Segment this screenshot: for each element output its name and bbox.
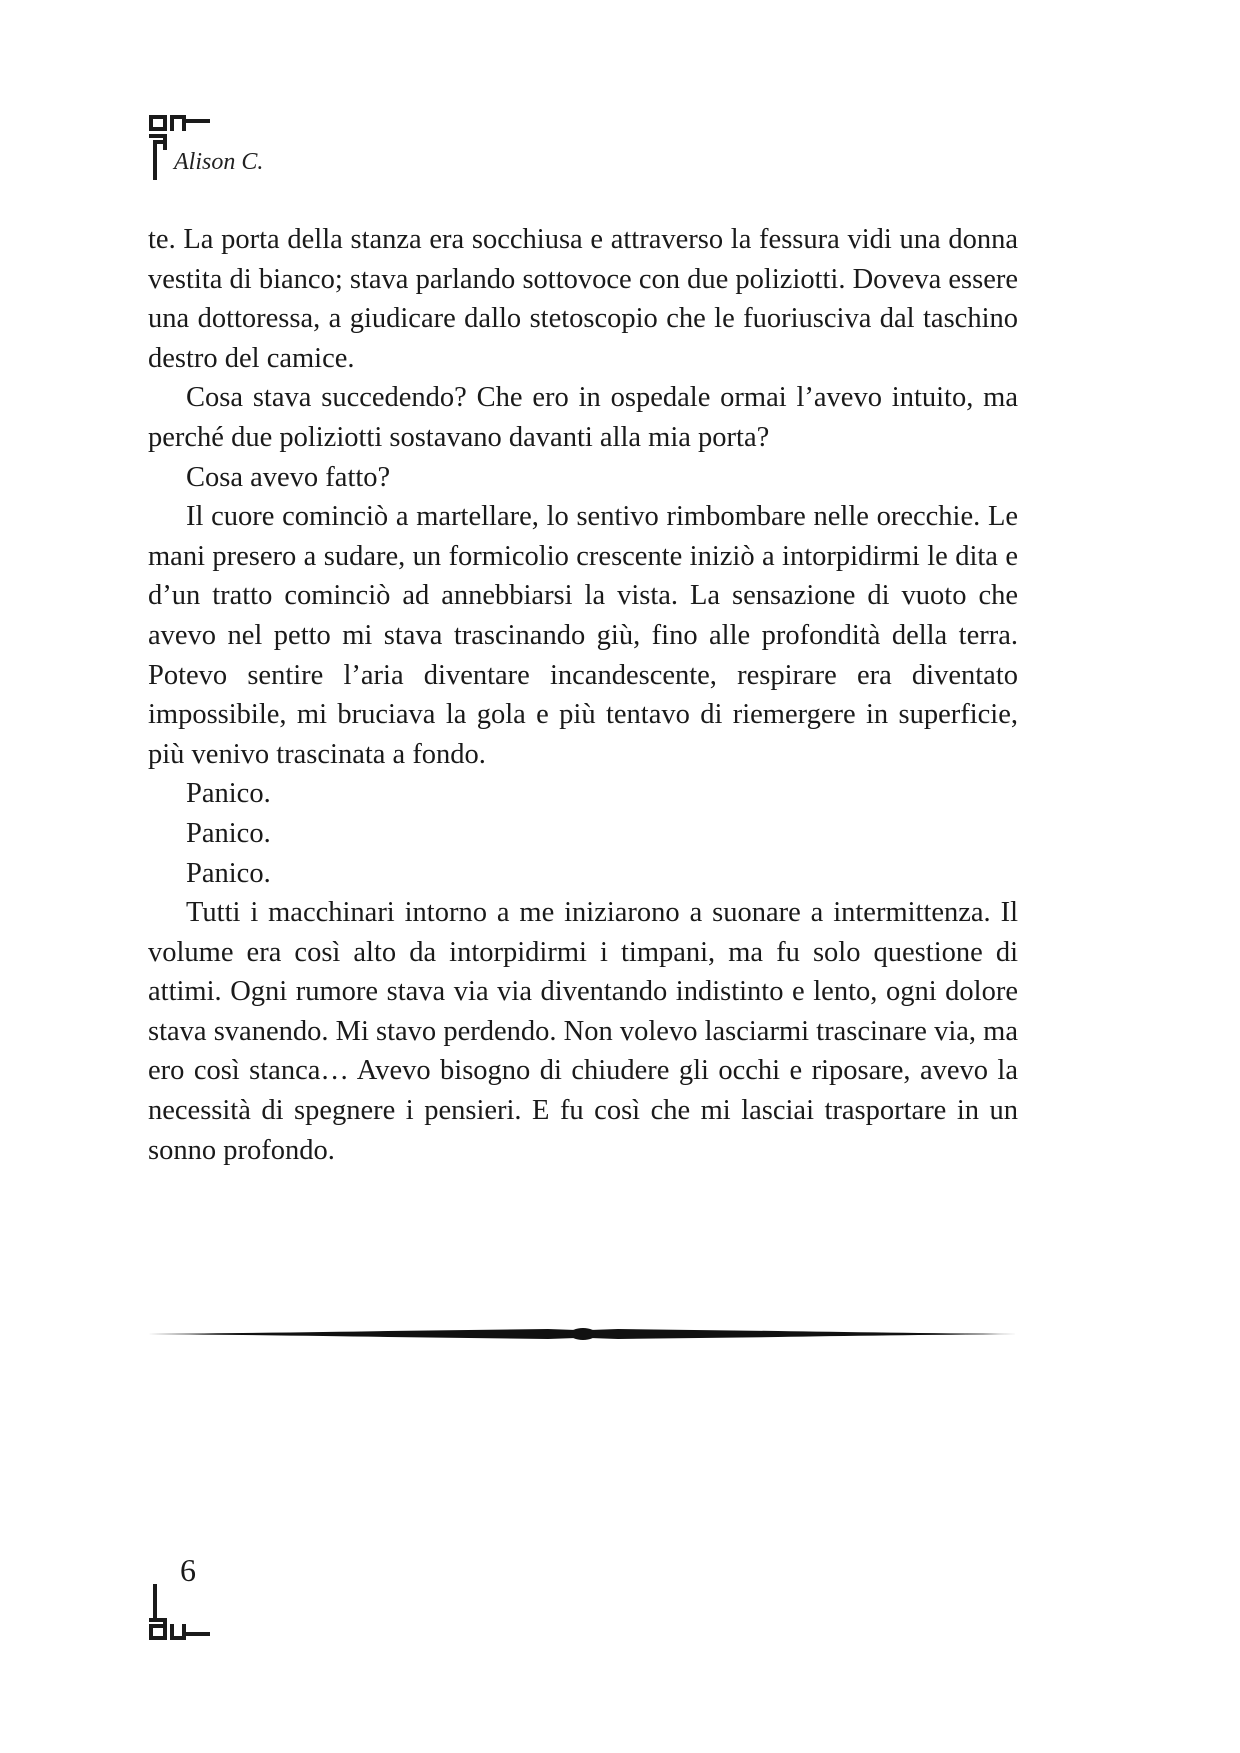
- body-text: [148, 220, 1018, 1170]
- paragraph-text: Panico.: [186, 817, 271, 849]
- paragraph-text: Il cuore cominciò a martellare, lo sentivo rimbombare nelle orecchie. Le mani presero a sudare, un formicolio crescente iniziò a intorpidirmi le dita e d’un tratto cominciò ad annebbiarsi la vista. La sensazione di vuoto che avevo nel petto mi stava trascinando giù, fino alle profondità della terra. Potevo sentire l’aria diventare incandescente, respirare era diventato impossibile, mi bruciava la gola e più tentavo di riemergere in superficie, più venivo trascinata a fondo.: [148, 501, 1018, 770]
- running-header: [148, 112, 348, 184]
- paragraph-text: Panico.: [186, 857, 271, 889]
- paragraph: [148, 814, 1018, 854]
- paragraph: [148, 378, 1018, 457]
- paragraph: [148, 774, 1018, 814]
- page-number: 6: [180, 1552, 196, 1588]
- paragraph: [148, 893, 1018, 1170]
- paragraph-text: Cosa avevo fatto?: [186, 461, 391, 493]
- paragraph-text: Cosa stava succedendo? Che ero in ospedale ormai l’avevo intuito, ma perché due poliziotti sostavano davanti alla mia porta?: [148, 382, 1018, 453]
- paragraph: [148, 497, 1018, 774]
- paragraph-text: Tutti i macchinari intorno a me iniziarono a suonare a intermittenza. Il volume era così alto da intorpidirmi i timpani, ma fu solo questione di attimi. Ogni rumore stava via via diventando indistinto e lento, ogni dolore stava svanendo. Mi stavo perdendo. Non volevo lasciarmi trascinare via, ma ero così stanca… Avevo bisogno di chiudere gli occhi e riposare, avevo la necessità di spegnere i pensieri. E fu così che mi lasciai trasportare in un sonno profondo.: [148, 897, 1018, 1166]
- paragraph: [148, 220, 1018, 378]
- greek-key-corner-ornament-icon: [148, 1584, 212, 1642]
- author-name: Alison C.: [174, 149, 264, 175]
- paragraph-text: Panico.: [186, 778, 271, 810]
- paragraph-text: te. La porta della stanza era socchiusa e attraverso la fessura vidi una donna vestita di bianco; stava parlando sottovoce con due poliziotti. Doveva essere una dottoressa, a giudicare dallo stetoscopio che le fuoriusciva dal taschino destro del camice.: [148, 224, 1018, 374]
- page-footer: [148, 1550, 248, 1650]
- ornamental-divider-icon: [148, 1322, 1018, 1346]
- paragraph: [148, 458, 1018, 498]
- paragraph: [148, 854, 1018, 894]
